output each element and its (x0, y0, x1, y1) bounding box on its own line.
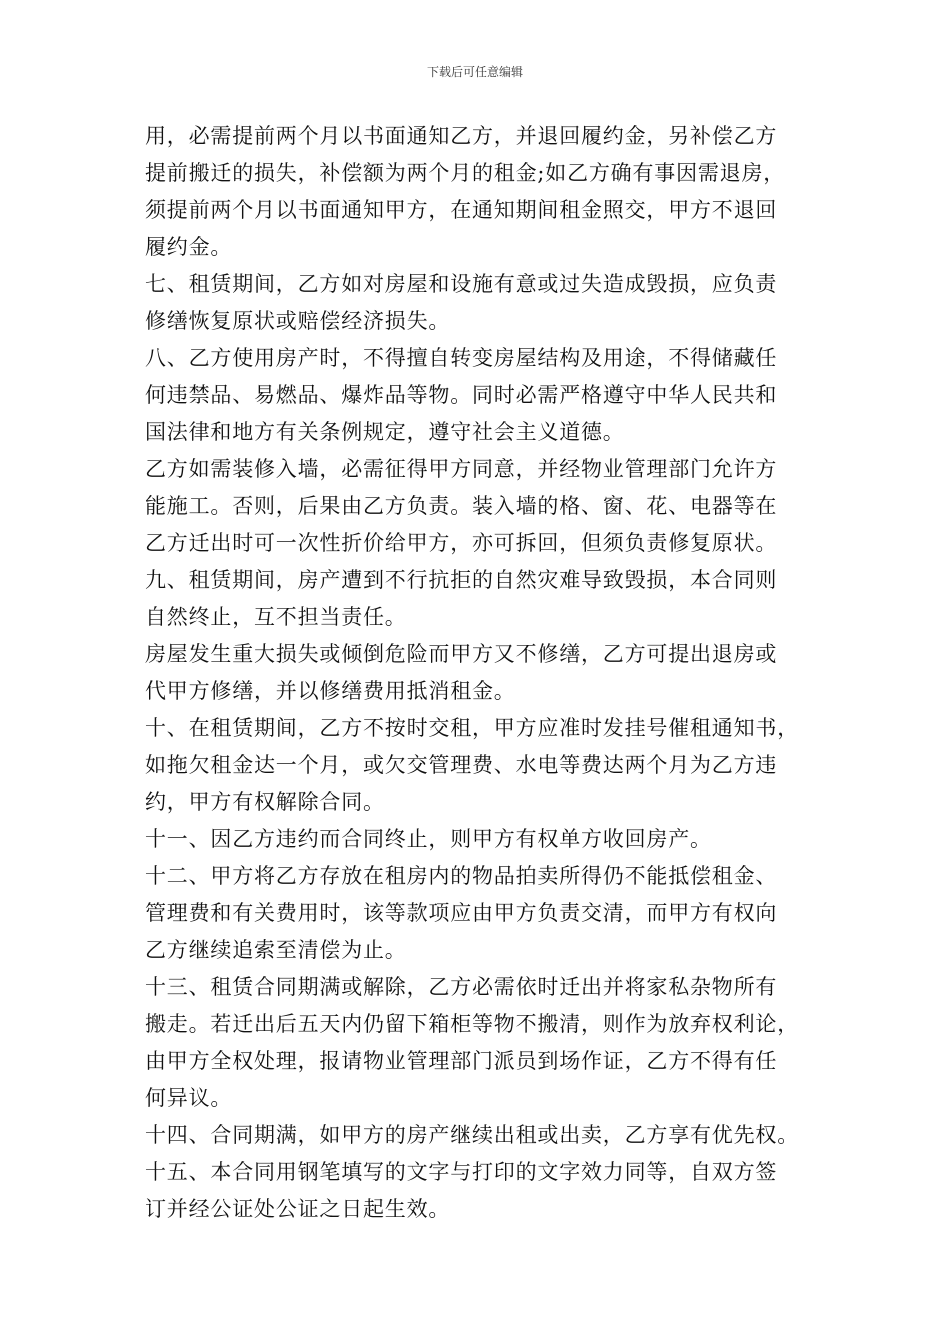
text-line: 由甲方全权处理，报请物业管理部门派员到场作证，乙方不得有任 (145, 1049, 778, 1073)
text-line: 须提前两个月以书面通知甲方，在通知期间租金照交，甲方不退回 (145, 198, 778, 222)
text-line: 管理费和有关费用时，该等款项应由甲方负责交清，而甲方有权向 (145, 901, 778, 925)
text-line: 乙方迁出时可一次性折价给甲方，亦可拆回，但须负责修复原状。 (145, 531, 778, 555)
text-line: 九、租赁期间，房产遭到不行抗拒的自然灾难导致毁损，本合同则 (145, 568, 778, 592)
text-line: 订并经公证处公证之日起生效。 (145, 1197, 451, 1221)
text-line: 何违禁品、易燃品、爆炸品等物。同时必需严格遵守中华人民共和 (145, 383, 778, 407)
text-line: 如拖欠租金达一个月，或欠交管理费、水电等费达两个月为乙方违 (145, 753, 778, 777)
text-line: 十四、合同期满，如甲方的房产继续出租或出卖，乙方享有优先权。 (145, 1123, 799, 1147)
text-line: 搬走。若迁出后五天内仍留下箱柜等物不搬清，则作为放弃权利论， (145, 1012, 799, 1036)
text-line: 自然终止，互不担当责任。 (145, 605, 407, 629)
text-line: 用，必需提前两个月以书面通知乙方，并退回履约金，另补偿乙方 (145, 124, 778, 148)
text-line: 十一、因乙方违约而合同终止，则甲方有权单方收回房产。 (145, 827, 712, 851)
text-line: 修缮恢复原状或赔偿经济损失。 (145, 309, 451, 333)
text-line: 房屋发生重大损失或倾倒危险而甲方又不修缮，乙方可提出退房或 (145, 642, 778, 666)
text-line: 十五、本合同用钢笔填写的文字与打印的文字效力同等，自双方签 (145, 1160, 778, 1184)
text-line: 约，甲方有权解除合同。 (145, 790, 385, 814)
text-line: 八、乙方使用房产时，不得擅自转变房屋结构及用途，不得储藏任 (145, 346, 778, 370)
text-line: 何异议。 (145, 1086, 233, 1110)
text-line: 履约金。 (145, 235, 233, 259)
text-line: 七、租赁期间，乙方如对房屋和设施有意或过失造成毁损，应负责 (145, 272, 778, 296)
text-line: 十三、租赁合同期满或解除，乙方必需依时迁出并将家私杂物所有 (145, 975, 778, 999)
text-line: 十二、甲方将乙方存放在租房内的物品拍卖所得仍不能抵偿租金、 (145, 864, 778, 888)
text-line: 乙方继续追索至清偿为止。 (145, 938, 407, 962)
page-header: 下载后可任意编辑 (426, 65, 523, 79)
document-body (145, 118, 813, 1228)
text-line: 提前搬迁的损失，补偿额为两个月的租金;如乙方确有事因需退房， (145, 161, 786, 185)
text-line: 十、在租赁期间，乙方不按时交租，甲方应准时发挂号催租通知书， (145, 716, 799, 740)
text-line: 乙方如需装修入墙，必需征得甲方同意，并经物业管理部门允许方 (145, 457, 778, 481)
text-line: 能施工。否则，后果由乙方负责。装入墙的格、窗、花、电器等在 (145, 494, 778, 518)
text-line: 代甲方修缮，并以修缮费用抵消租金。 (145, 679, 516, 703)
text-line: 国法律和地方有关条例规定，遵守社会主义道德。 (145, 420, 625, 444)
